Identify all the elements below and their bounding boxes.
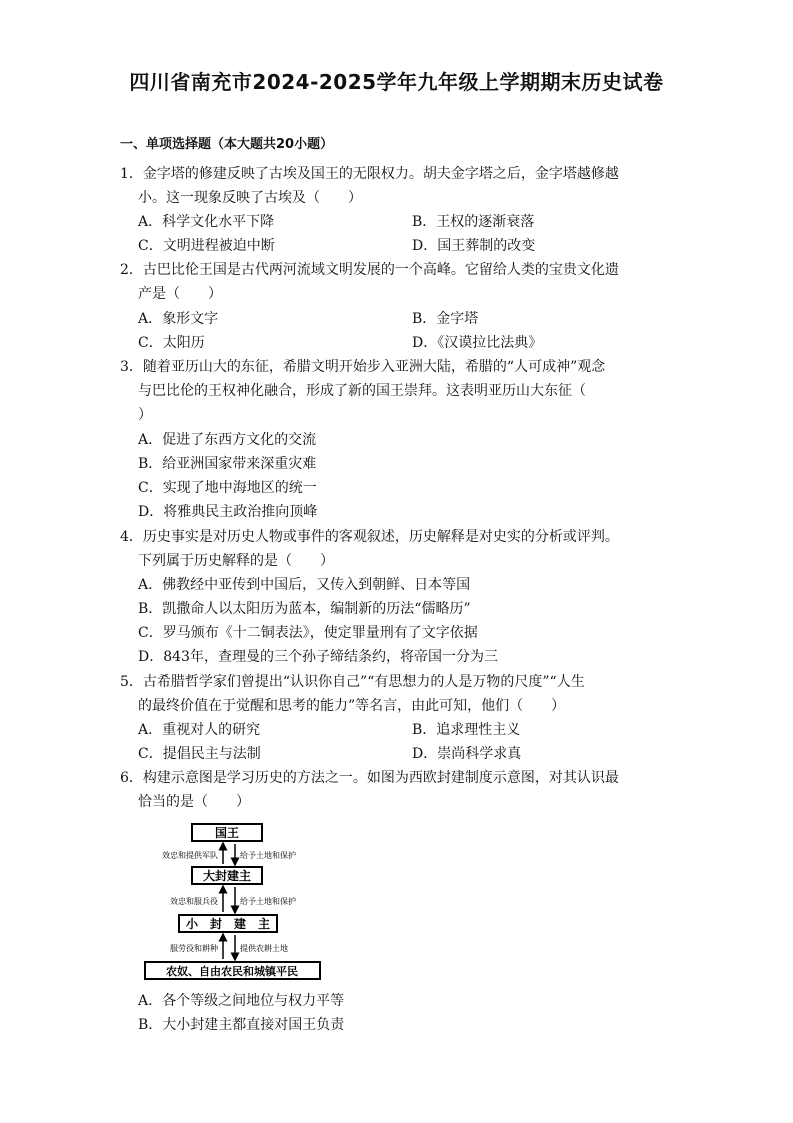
question-2-line-1: 2．古巴比伦王国是古代两河流域文明发展的一个高峰。它留给人类的宝贵文化遗: [120, 262, 619, 278]
question-3-option-d: D．将雅典民主政治推向顶峰: [138, 504, 318, 520]
question-2: [120, 258, 672, 306]
question-5-options-left: [138, 718, 261, 766]
question-4-option-c: C．罗马颁布《十二铜表法》，使定罪量刑有了文字依据: [138, 625, 478, 641]
level-label-peasants: 农奴、自由农民和城镇平民: [166, 965, 298, 978]
question-1: [120, 162, 672, 210]
question-4-line-2: 下列属于历史解释的是（ ）: [138, 553, 334, 569]
question-1-option-b: B．王权的逐渐衰落: [412, 214, 535, 230]
up-label-2: 效忠和服兵役: [170, 897, 218, 906]
question-4-option-a: A．佛教经中亚传到中国后，又传入到朝鲜、日本等国: [138, 577, 471, 593]
question-2-line-2: 产是（ ）: [138, 286, 222, 302]
up-label-1: 效忠和提供军队: [162, 851, 218, 860]
question-3-line-1: 3．随着亚历山大的东征，希腊文明开始步入亚洲大陆，希腊的“人可成神”观念: [120, 359, 606, 375]
question-5-option-c: C．提倡民主与法制: [138, 746, 261, 762]
question-6-option-a: A．各个等级之间地位与权力平等: [138, 993, 345, 1009]
question-1-line-1: 1．金字塔的修建反映了古埃及国王的无限权力。胡夫金字塔之后，金字塔越修越: [120, 166, 619, 182]
question-4-option-d: D．843年，查理曼的三个孙子缔结条约，将帝国一分为三: [138, 649, 498, 665]
question-4: [120, 525, 672, 573]
level-label-small-lord: 小 封 建 主: [185, 917, 271, 931]
question-4-option-b: B．凯撒命人以太阳历为蓝本，编制新的历法“儒略历”: [138, 601, 471, 617]
down-label-2: 给予土地和保护: [240, 897, 296, 906]
feudal-system-diagram: [135, 816, 345, 984]
up-label-3: 服劳役和耕种: [170, 944, 218, 953]
question-1-option-a: A．科学文化水平下降: [138, 214, 275, 230]
question-1-option-d: D．国王葬制的改变: [412, 238, 536, 254]
question-6-options: [138, 989, 344, 1037]
question-6-option-b: B．大小封建主都直接对国王负责: [138, 1017, 345, 1033]
question-5: [120, 670, 672, 718]
question-5-option-d: D．崇尚科学求真: [412, 746, 522, 762]
question-1-options-left: [138, 210, 275, 258]
question-4-line-1: 4．历史事实是对历史人物或事件的客观叙述，历史解释是对史实的分析或评判。: [120, 529, 619, 545]
down-label-1: 给予土地和保护: [240, 851, 296, 860]
question-1-option-c: C．文明进程被迫中断: [138, 238, 275, 254]
question-6-line-1: 6．构建示意图是学习历史的方法之一。如图为西欧封建制度示意图，对其认识最: [120, 770, 619, 786]
question-5-line-1: 5．古希腊哲学家们曾提出“认识你自己”“有思想力的人是万物的尺度”“人生: [120, 674, 585, 690]
question-6-line-2: 恰当的是（ ）: [138, 794, 250, 810]
question-5-option-a: A．重视对人的研究: [138, 722, 261, 738]
question-2-option-a: A．象形文字: [138, 311, 219, 327]
question-2-option-d: D．《汉谟拉比法典》: [412, 335, 543, 351]
question-3-option-a: A．促进了东西方文化的交流: [138, 432, 317, 448]
section-heading: 一、单项选择题（本大题共20小题）: [120, 137, 334, 152]
question-3-options: [138, 428, 317, 524]
level-label-king: 国王: [214, 826, 240, 840]
question-2-option-c: C．太阳历: [138, 335, 205, 351]
question-5-line-2: 的最终价值在于觉醒和思考的能力”等名言，由此可知，他们（ ）: [138, 698, 566, 714]
question-3-option-b: B．给亚洲国家带来深重灾难: [138, 456, 317, 472]
question-1-line-2: 小。这一现象反映了古埃及（ ）: [138, 190, 362, 206]
question-3-line-3: ）: [138, 407, 152, 423]
exam-title: 四川省南充市2024-2025学年九年级上学期期末历史试卷: [129, 70, 664, 94]
question-3: [120, 355, 672, 427]
question-4-options: [138, 573, 498, 669]
question-2-option-b: B．金字塔: [412, 311, 479, 327]
question-5-option-b: B．追求理性主义: [412, 722, 521, 738]
down-label-3: 提供农耕土地: [240, 944, 288, 953]
level-label-great-lord: 大封建主: [202, 869, 252, 883]
question-2-options-left: [138, 307, 218, 355]
question-3-option-c: C．实现了地中海地区的统一: [138, 480, 317, 496]
question-3-line-2: 与巴比伦的王权神化融合，形成了新的国王崇拜。这表明亚历山大东征（: [138, 383, 586, 399]
question-6: [120, 766, 672, 814]
